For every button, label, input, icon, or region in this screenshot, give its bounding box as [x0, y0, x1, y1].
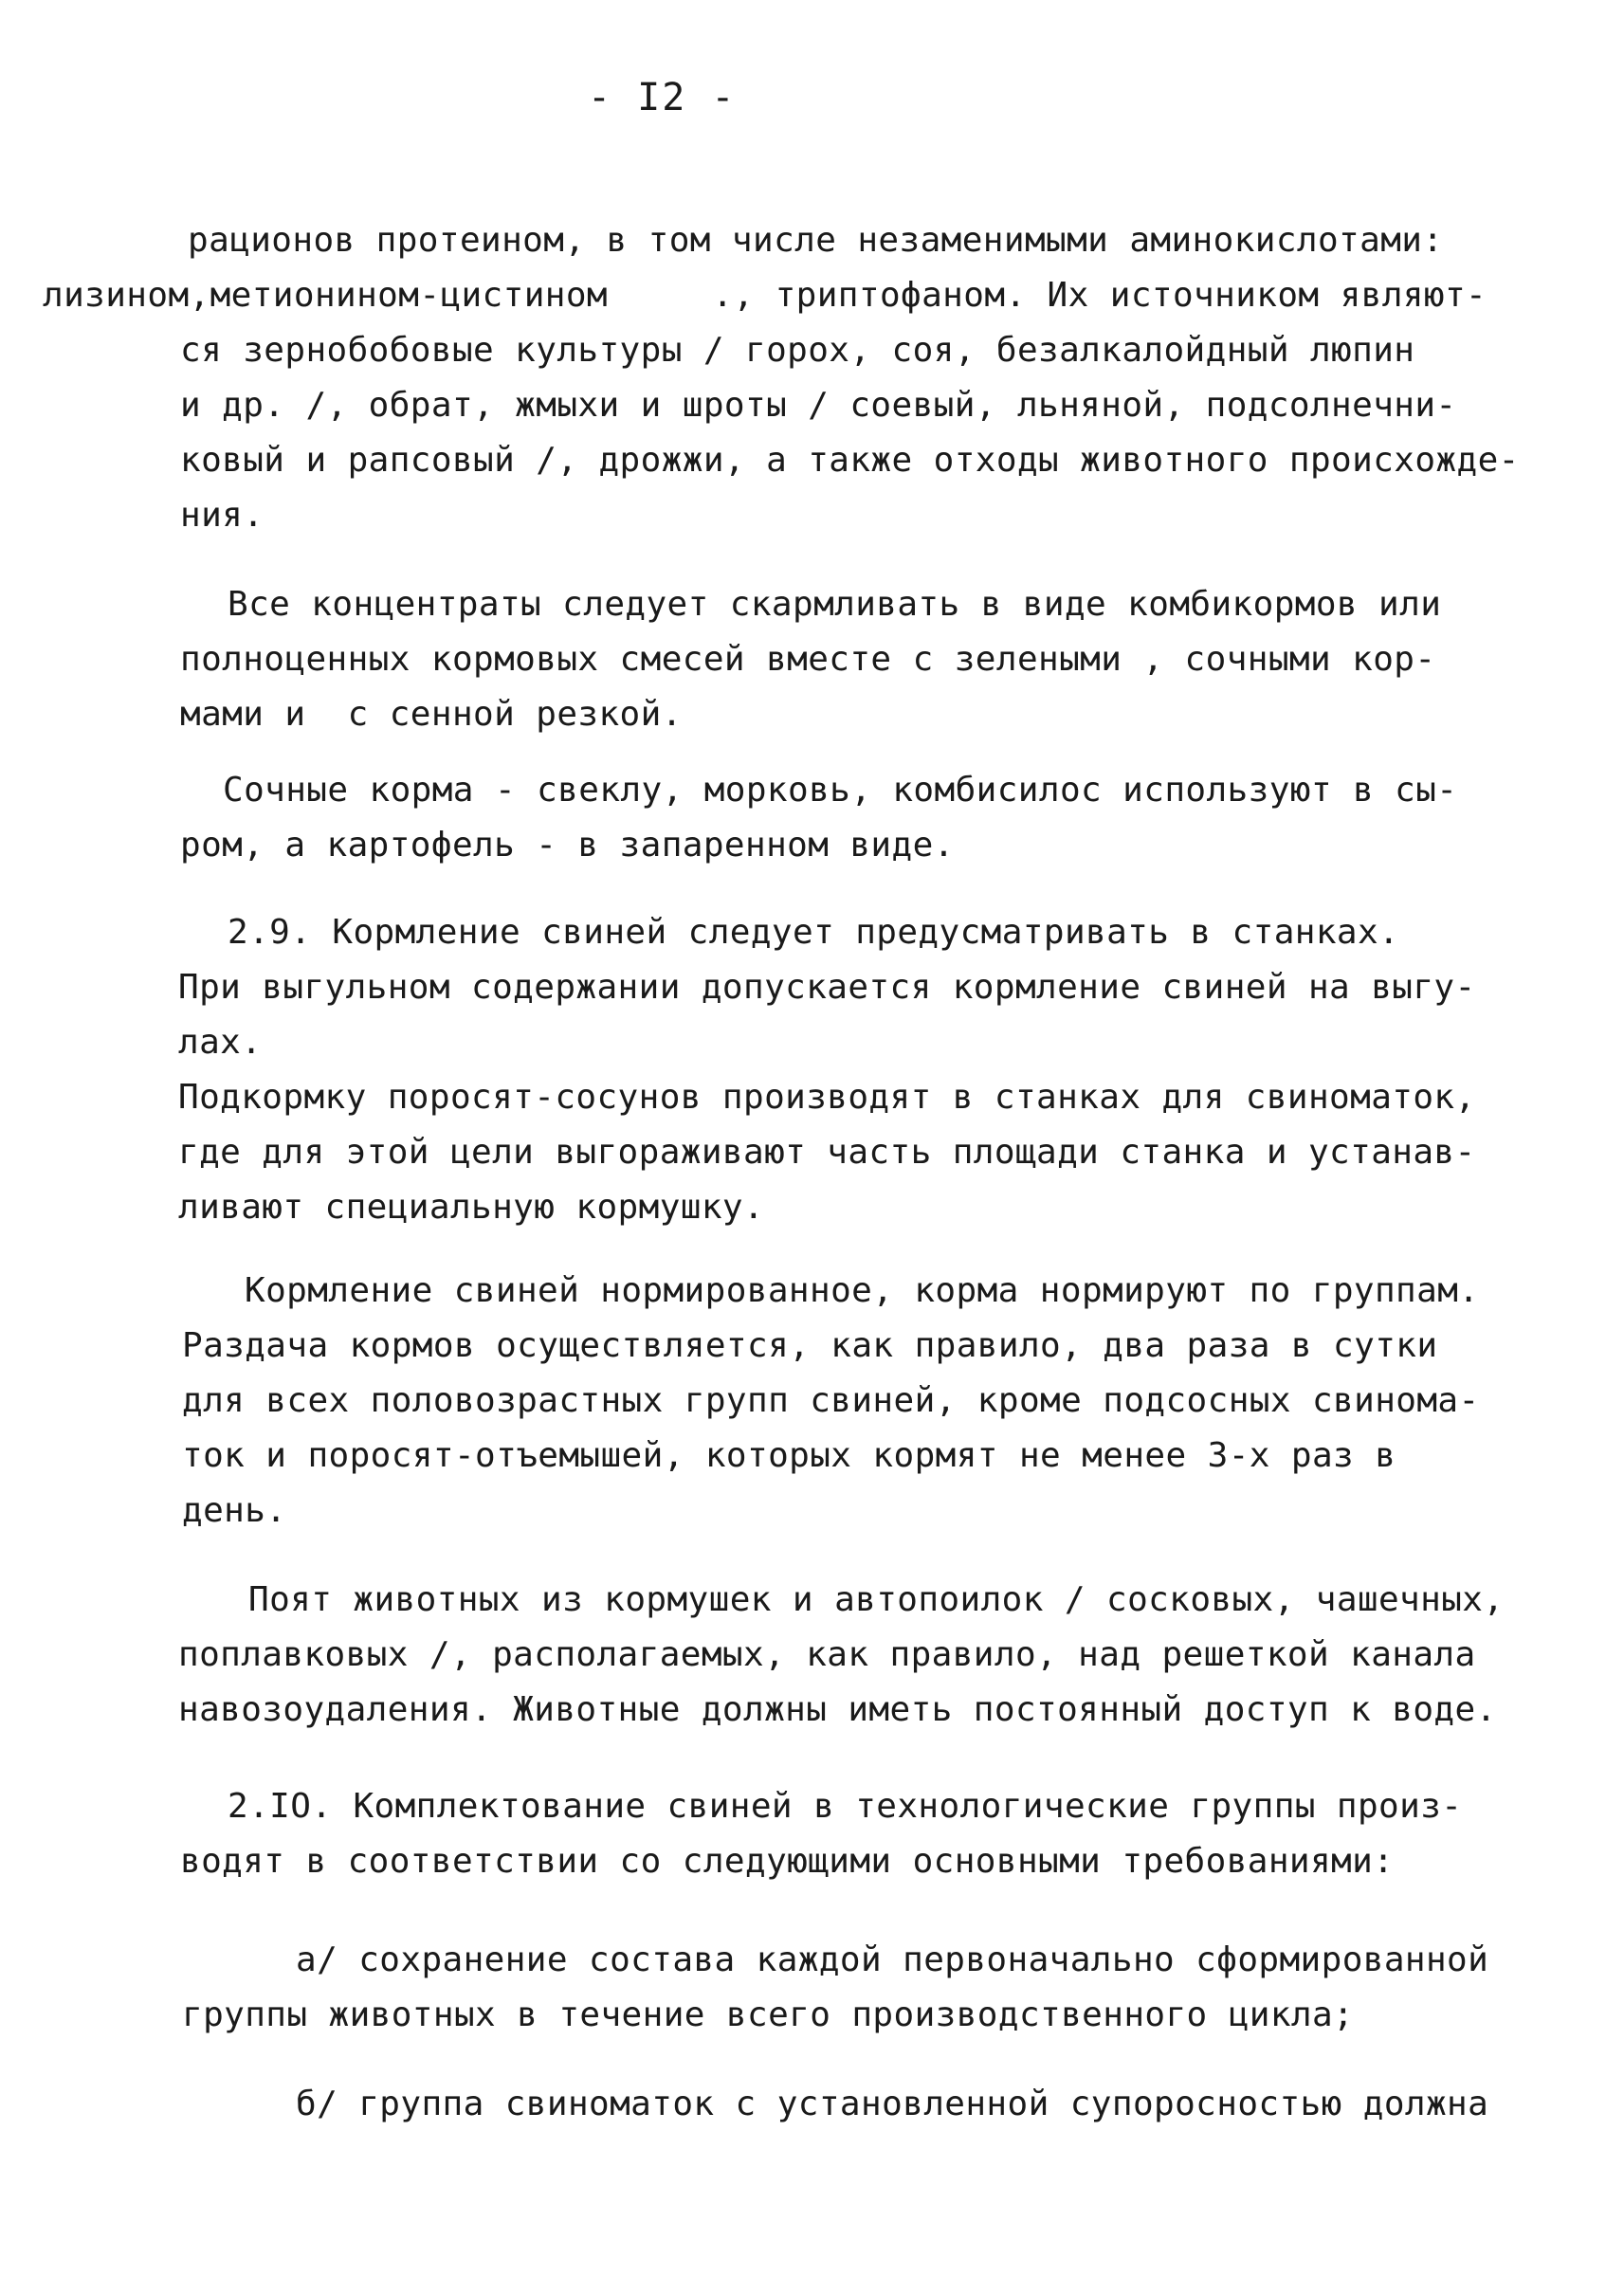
text-line: для всех половозрастных групп свиней, кроме подсосных свинома-	[182, 1381, 1480, 1420]
text-line: группы животных в течение всего производственного цикла;	[182, 1995, 1355, 2034]
text-line: ром, а картофель - в запаренном виде.	[180, 826, 955, 865]
text-line: где для этой цели выгораживают часть площади станка и устанав-	[178, 1133, 1476, 1172]
text-line: ся зернобобовые культуры / горох, соя, безалкалойдный люпин	[180, 331, 1415, 370]
text-line: водят в соответствии со следующими основными требованиями:	[180, 1842, 1395, 1881]
text-line: 2.IO. Комплектование свиней в технологические группы произ-	[228, 1787, 1463, 1826]
text-line: Подкормку поросят-сосунов производят в станках для свиноматок,	[178, 1078, 1476, 1117]
text-line: Кормление свиней нормированное, корма нормируют по группам.	[245, 1271, 1480, 1310]
text-line: ток и поросят-отъемышей, которых кормят не менее 3-х раз в	[182, 1436, 1396, 1475]
text-line: и др. /, обрат, жмыхи и шроты / соевый, льняной, подсолнечни-	[180, 386, 1457, 425]
text-line: При выгульном содержании допускается кормление свиней на выгу-	[178, 968, 1476, 1007]
page-number: - I2 -	[588, 76, 737, 119]
text-line: ливают специальную кормушку.	[178, 1188, 765, 1227]
text-line: а/ сохранение состава каждой первоначально сформированной	[296, 1940, 1489, 1979]
text-line: день.	[182, 1491, 287, 1530]
text-line: Поят животных из кормушек и автопоилок / сосковых, чашечных,	[248, 1580, 1505, 1619]
text-line: Все концентраты следует скармливать в виде комбикормов или	[228, 585, 1442, 624]
text-line: б/ группа свиноматок с установленной супоросностью должна	[296, 2085, 1489, 2123]
text-line: Сочные корма - свеклу, морковь, комбисилос используют в сы-	[223, 771, 1458, 810]
text-line: рационов протеином, в том числе незаменимыми аминокислотами:	[188, 221, 1444, 260]
text-line: навозоудаления. Животные должны иметь постоянный доступ к воде.	[178, 1690, 1497, 1729]
text-line: полноценных кормовых смесей вместе с зелеными , сочными кор-	[180, 640, 1436, 679]
text-line: 2.9. Кормление свиней следует предусматривать в станках.	[228, 913, 1400, 952]
text-line: ковый и рапсовый /, дрожжи, а также отходы животного происхожде-	[180, 441, 1520, 480]
text-line: лизином,метионином-цистином ., триптофаном. Их источником являют-	[43, 276, 1487, 315]
text-line: ния.	[180, 496, 265, 535]
text-line: поплавковых /, располагаемых, как правило, над решеткой канала	[178, 1635, 1476, 1674]
text-line: Раздача кормов осуществляется, как правило, два раза в сутки	[182, 1326, 1438, 1365]
text-line: лах.	[178, 1023, 263, 1062]
text-line: мами и с сенной резкой.	[180, 695, 683, 734]
